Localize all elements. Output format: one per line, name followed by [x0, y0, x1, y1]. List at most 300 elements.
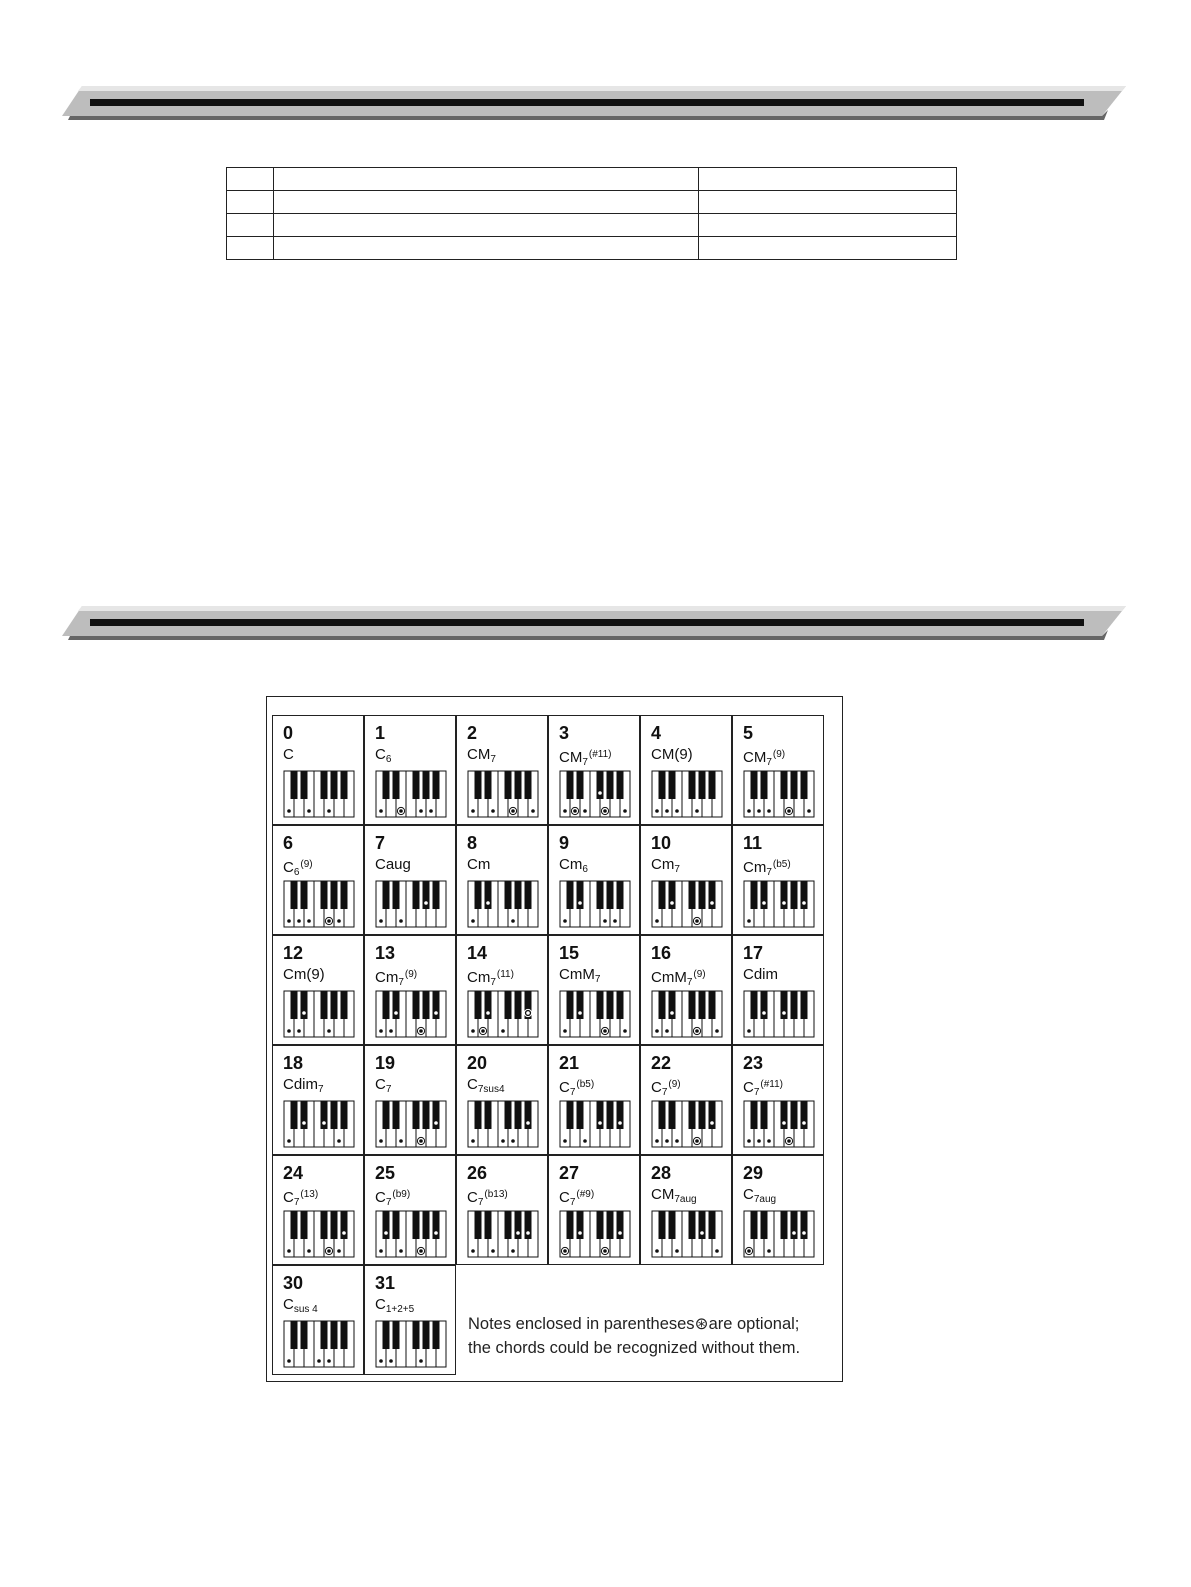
black-key: [331, 771, 338, 799]
note-marker: [327, 809, 331, 813]
chord-cell: [548, 935, 640, 1045]
black-key: [761, 1211, 768, 1239]
chord-name: $Cm_6$: [559, 856, 588, 875]
info-table-row: [227, 168, 957, 191]
note-marker: [710, 1121, 714, 1125]
black-key: [505, 991, 512, 1019]
keyboard-diagram: [651, 1210, 723, 1258]
chord-name: C: [283, 746, 294, 763]
black-key: [291, 1101, 298, 1129]
optional-note-dot: [747, 1249, 751, 1253]
black-key: [801, 1211, 808, 1239]
keyboard-diagram: [375, 1210, 447, 1258]
black-key: [393, 1211, 400, 1239]
section-banner-top: [62, 86, 1126, 122]
black-key: [577, 771, 584, 799]
note-marker: [598, 791, 602, 795]
black-key: [505, 1211, 512, 1239]
chord-cell: [640, 1045, 732, 1155]
chord-cell: [456, 1155, 548, 1265]
black-key: [341, 1321, 348, 1349]
chord-cell: [640, 935, 732, 1045]
chord-name: $CM_7^{(\#11)}$: [559, 749, 612, 768]
black-key: [383, 771, 390, 799]
black-key: [515, 881, 522, 909]
note-marker: [471, 809, 475, 813]
chord-number: 10: [651, 833, 672, 853]
note-marker: [511, 1249, 515, 1253]
chord-number: 14: [467, 943, 488, 963]
black-key: [301, 1321, 308, 1349]
black-key: [567, 771, 574, 799]
chord-number: 22: [651, 1053, 672, 1073]
optional-note-dot: [695, 1029, 699, 1033]
chord-cell: [548, 1045, 640, 1155]
black-key: [751, 881, 758, 909]
black-key: [505, 771, 512, 799]
note-marker: [807, 809, 811, 813]
black-key: [751, 771, 758, 799]
note-marker: [394, 1011, 398, 1015]
optional-note-dot: [526, 1011, 530, 1015]
black-key: [383, 1101, 390, 1129]
black-key: [751, 1211, 758, 1239]
chord-number: 16: [651, 943, 672, 963]
chord-cell: [364, 1045, 456, 1155]
chord-cell: [272, 935, 364, 1045]
black-key: [321, 1321, 328, 1349]
chord-name: $Cm_7$: [651, 856, 680, 875]
chord-number: 31: [375, 1273, 396, 1293]
black-key: [567, 991, 574, 1019]
note-marker: [471, 1139, 475, 1143]
chord-name: $C_{1+2+5}$: [375, 1296, 415, 1315]
keyboard-diagram: [467, 1100, 539, 1148]
note-marker: [578, 1231, 582, 1235]
optional-note-dot: [399, 809, 403, 813]
black-key: [341, 1211, 348, 1239]
black-key: [393, 881, 400, 909]
note-marker: [511, 1139, 515, 1143]
note-marker: [501, 1029, 505, 1033]
chord-name: $CM_7$: [467, 746, 496, 765]
black-key: [801, 991, 808, 1019]
black-key: [781, 1211, 788, 1239]
chord-name: CmM$_7$: [559, 966, 601, 985]
chord-cell: [548, 1155, 640, 1265]
note-marker: [655, 809, 659, 813]
chord-cell: [456, 935, 548, 1045]
black-key: [567, 1101, 574, 1129]
note-marker: [327, 1359, 331, 1363]
note-marker: [471, 1249, 475, 1253]
info-table: [226, 167, 957, 260]
black-key: [321, 881, 328, 909]
chord-cell: [548, 825, 640, 935]
chord-number: 30: [283, 1273, 304, 1293]
chord-name: $C_7^{(\#9)}$: [559, 1189, 595, 1208]
black-key: [597, 1211, 604, 1239]
note-marker: [379, 919, 383, 923]
black-key: [659, 1211, 666, 1239]
keyboard-diagram: [375, 880, 447, 928]
note-marker: [486, 1011, 490, 1015]
chord-name: CM(9): [651, 746, 693, 763]
note-marker: [342, 1231, 346, 1235]
black-key: [567, 881, 574, 909]
black-key: [801, 771, 808, 799]
keyboard-diagram: [651, 990, 723, 1038]
black-key: [525, 881, 532, 909]
chord-cell: [272, 1265, 364, 1375]
chord-number: 27: [559, 1163, 580, 1183]
note-marker: [379, 1359, 383, 1363]
optional-notes-caption: [468, 1312, 800, 1360]
black-key: [413, 881, 420, 909]
note-marker: [747, 1139, 751, 1143]
chord-name: $C_7^{(b13)}$: [467, 1189, 508, 1208]
black-key: [525, 771, 532, 799]
black-key: [393, 771, 400, 799]
chord-number: 21: [559, 1053, 580, 1073]
optional-note-dot: [603, 1249, 607, 1253]
info-table-cell: [274, 237, 699, 260]
note-marker: [531, 809, 535, 813]
chord-cell: [272, 1155, 364, 1265]
note-marker: [757, 809, 761, 813]
black-key: [291, 1211, 298, 1239]
chord-number: 7: [375, 833, 386, 853]
black-key: [341, 881, 348, 909]
note-marker: [665, 809, 669, 813]
keyboard-diagram: [651, 770, 723, 818]
note-marker: [399, 1249, 403, 1253]
black-key: [607, 991, 614, 1019]
note-marker: [307, 809, 311, 813]
black-key: [699, 1211, 706, 1239]
note-marker: [287, 1139, 291, 1143]
black-key: [689, 771, 696, 799]
keyboard-diagram: [283, 1320, 355, 1368]
note-marker: [670, 1011, 674, 1015]
note-marker: [603, 919, 607, 923]
note-marker: [322, 1121, 326, 1125]
note-marker: [792, 1231, 796, 1235]
note-marker: [307, 919, 311, 923]
chord-name: $Cm_7^{(11)}$: [467, 969, 514, 988]
chord-name: $C_{sus 4}$: [283, 1296, 318, 1315]
black-key: [577, 1101, 584, 1129]
chord-cell: [272, 715, 364, 825]
chord-cell: [732, 935, 824, 1045]
note-marker: [563, 1139, 567, 1143]
note-marker: [337, 919, 341, 923]
note-marker: [384, 1231, 388, 1235]
black-key: [781, 771, 788, 799]
chord-cell: [364, 1265, 456, 1375]
note-marker: [516, 1231, 520, 1235]
chord-number: 1: [375, 723, 386, 743]
black-key: [383, 991, 390, 1019]
black-key: [791, 771, 798, 799]
chord-number: 24: [283, 1163, 304, 1183]
note-marker: [526, 1231, 530, 1235]
black-key: [383, 1321, 390, 1349]
note-marker: [695, 809, 699, 813]
black-key: [301, 771, 308, 799]
note-marker: [710, 901, 714, 905]
optional-note-dot: [481, 1029, 485, 1033]
black-key: [341, 771, 348, 799]
black-key: [689, 1211, 696, 1239]
chord-name: $CM_{7aug}$: [651, 1186, 697, 1205]
black-key: [699, 991, 706, 1019]
chord-name: $C_7^{(9)}$: [651, 1079, 681, 1098]
black-key: [485, 771, 492, 799]
chord-number: 3: [559, 723, 570, 743]
chord-name: $C_{7aug}$: [743, 1186, 777, 1205]
optional-note-symbol-icon: ⊛: [694, 1315, 709, 1333]
black-key: [669, 771, 676, 799]
black-key: [659, 881, 666, 909]
note-marker: [757, 1139, 761, 1143]
black-key: [751, 1101, 758, 1129]
black-key: [301, 1211, 308, 1239]
black-key: [791, 991, 798, 1019]
black-key: [801, 1101, 808, 1129]
keyboard-diagram: [283, 770, 355, 818]
note-marker: [399, 1139, 403, 1143]
keyboard-diagram: [283, 880, 355, 928]
keyboard-diagram: [743, 880, 815, 928]
black-key: [515, 1101, 522, 1129]
note-marker: [307, 1249, 311, 1253]
black-key: [423, 1321, 430, 1349]
note-marker: [802, 1231, 806, 1235]
note-marker: [302, 1121, 306, 1125]
black-key: [525, 1211, 532, 1239]
black-key: [423, 1101, 430, 1129]
black-key: [475, 1101, 482, 1129]
keyboard-diagram: [283, 1210, 355, 1258]
black-key: [475, 991, 482, 1019]
note-marker: [655, 919, 659, 923]
black-key: [331, 1101, 338, 1129]
note-marker: [491, 809, 495, 813]
black-key: [659, 771, 666, 799]
chord-number: 11: [743, 833, 763, 853]
note-marker: [675, 1249, 679, 1253]
info-table-cell: [699, 237, 957, 260]
black-key: [617, 771, 624, 799]
black-key: [607, 881, 614, 909]
black-key: [291, 771, 298, 799]
info-table-cell: [227, 191, 274, 214]
chord-number: 15: [559, 943, 580, 963]
optional-note-dot: [573, 809, 577, 813]
black-key: [709, 1211, 716, 1239]
info-table-row: [227, 191, 957, 214]
note-marker: [379, 1029, 383, 1033]
black-key: [331, 1321, 338, 1349]
note-marker: [379, 809, 383, 813]
note-marker: [782, 1121, 786, 1125]
note-marker: [767, 809, 771, 813]
keyboard-diagram: [559, 1100, 631, 1148]
black-key: [413, 1101, 420, 1129]
chord-number: 25: [375, 1163, 396, 1183]
black-key: [291, 1321, 298, 1349]
chord-cell: [364, 825, 456, 935]
info-table-cell: [699, 168, 957, 191]
keyboard-diagram: [467, 990, 539, 1038]
black-key: [577, 1211, 584, 1239]
chord-number: 17: [743, 943, 764, 963]
chord-number: 6: [283, 833, 294, 853]
chord-name: $CM_7^{(9)}$: [743, 749, 786, 768]
chord-name: $C_7$: [375, 1076, 392, 1095]
note-marker: [419, 809, 423, 813]
black-key: [331, 881, 338, 909]
info-table-cell: [274, 191, 699, 214]
black-key: [699, 881, 706, 909]
chord-cell: [732, 1155, 824, 1265]
black-key: [331, 1211, 338, 1239]
keyboard-diagram: [559, 990, 631, 1038]
note-marker: [578, 1011, 582, 1015]
info-table-cell: [699, 191, 957, 214]
note-marker: [424, 901, 428, 905]
note-marker: [665, 1029, 669, 1033]
black-key: [423, 1211, 430, 1239]
note-marker: [618, 1231, 622, 1235]
keyboard-diagram: [375, 1320, 447, 1368]
note-marker: [434, 1011, 438, 1015]
note-marker: [715, 1249, 719, 1253]
black-key: [709, 991, 716, 1019]
note-marker: [762, 1011, 766, 1015]
black-key: [617, 991, 624, 1019]
note-marker: [297, 1029, 301, 1033]
note-marker: [511, 919, 515, 923]
chord-name: Cdim: [743, 966, 779, 983]
chord-number: 12: [283, 943, 304, 963]
black-key: [659, 991, 666, 1019]
note-marker: [618, 1121, 622, 1125]
black-key: [341, 991, 348, 1019]
keyboard-diagram: [743, 770, 815, 818]
note-marker: [337, 1249, 341, 1253]
chord-cell: [272, 825, 364, 935]
black-key: [659, 1101, 666, 1129]
black-key: [423, 771, 430, 799]
black-key: [515, 991, 522, 1019]
note-marker: [287, 1029, 291, 1033]
note-marker: [379, 1139, 383, 1143]
chord-number: 18: [283, 1053, 304, 1073]
note-marker: [419, 1359, 423, 1363]
chord-name: $Cm_7^{(9)}$: [375, 969, 418, 988]
black-key: [699, 771, 706, 799]
chord-number: 9: [559, 833, 570, 853]
note-marker: [578, 901, 582, 905]
black-key: [433, 1211, 440, 1239]
chord-name: CmM$_7^{(9)}$: [651, 969, 706, 988]
note-marker: [623, 1029, 627, 1033]
note-marker: [623, 809, 627, 813]
black-key: [393, 1101, 400, 1129]
optional-note-dot: [511, 809, 515, 813]
optional-note-dot: [787, 1139, 791, 1143]
black-key: [475, 1211, 482, 1239]
black-key: [341, 1101, 348, 1129]
note-marker: [675, 1139, 679, 1143]
optional-note-dot: [787, 809, 791, 813]
note-marker: [675, 809, 679, 813]
chord-number: 4: [651, 723, 662, 743]
note-marker: [802, 901, 806, 905]
black-key: [617, 881, 624, 909]
note-marker: [747, 919, 751, 923]
note-marker: [782, 901, 786, 905]
optional-note-dot: [603, 809, 607, 813]
optional-note-dot: [695, 1139, 699, 1143]
black-key: [669, 1101, 676, 1129]
black-key: [597, 881, 604, 909]
black-key: [525, 1101, 532, 1129]
chord-cell: [272, 1045, 364, 1155]
chord-cell: [732, 825, 824, 935]
black-key: [669, 1211, 676, 1239]
note-marker: [526, 1121, 530, 1125]
note-marker: [802, 1121, 806, 1125]
info-table-row: [227, 237, 957, 260]
chord-cell: [456, 715, 548, 825]
info-table-row: [227, 214, 957, 237]
caption-line-2: the chords could be recognized without them.: [468, 1339, 801, 1357]
black-key: [567, 1211, 574, 1239]
note-marker: [583, 1139, 587, 1143]
black-key: [607, 1211, 614, 1239]
black-key: [393, 1321, 400, 1349]
keyboard-diagram: [283, 1100, 355, 1148]
chord-cell: [456, 825, 548, 935]
keyboard-diagram: [651, 880, 723, 928]
info-table-cell: [227, 237, 274, 260]
optional-note-dot: [695, 919, 699, 923]
keyboard-diagram: [743, 990, 815, 1038]
black-key: [413, 1321, 420, 1349]
black-key: [485, 1101, 492, 1129]
black-key: [791, 1101, 798, 1129]
black-key: [689, 991, 696, 1019]
chord-cell: [548, 715, 640, 825]
black-key: [433, 881, 440, 909]
chord-number: 0: [283, 723, 294, 743]
optional-note-dot: [419, 1249, 423, 1253]
black-key: [699, 1101, 706, 1129]
black-key: [515, 771, 522, 799]
note-marker: [613, 919, 617, 923]
black-key: [607, 771, 614, 799]
black-key: [761, 1101, 768, 1129]
black-key: [689, 1101, 696, 1129]
chord-number: 8: [467, 833, 478, 853]
note-marker: [767, 1249, 771, 1253]
note-marker: [486, 901, 490, 905]
black-key: [301, 1101, 308, 1129]
black-key: [301, 881, 308, 909]
